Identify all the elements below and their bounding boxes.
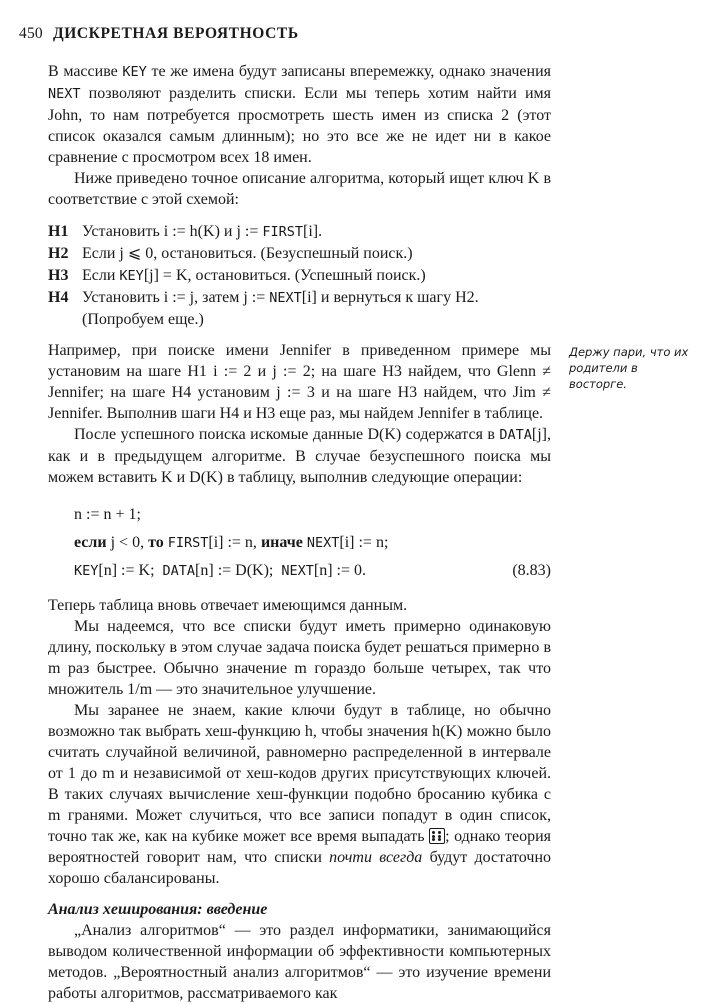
formula-8-83 bbox=[74, 501, 551, 585]
algorithm-steps bbox=[48, 221, 551, 330]
formula-line-1: n := n + 1; bbox=[74, 506, 141, 523]
step-label: H3 bbox=[48, 267, 69, 284]
paragraph-6: Мы надеемся, что все списки будут иметь примерно одинаковую длину, поскольку в этом случае задача поиска будет решаться примерно в m раз быстрее. Обычно значение m гораздо больше четырех, так что множитель 1/m — это значительное улучшение. bbox=[48, 618, 551, 698]
paragraph-3: Например, при поиске имени Jennifer в приведенном примере мы установим на шаге H1 i := 2 и j := 2; на шаге H3 найдем, что Glenn ≠ Jennifer; на шаге H4 установим j := 3 и на шаге H3 найдем, что Jim ≠ Jennifer. Выполнив шаги H4 и H3 еще раз, мы найдем Jennifer в таблице. bbox=[48, 342, 551, 422]
main-text bbox=[48, 61, 551, 1004]
paragraph-5: Теперь таблица вновь отвечает имеющимся данным. bbox=[48, 597, 408, 614]
code-key: KEY bbox=[122, 64, 147, 80]
code-data: DATA bbox=[499, 427, 532, 443]
section-heading: Анализ хеширования: введение bbox=[48, 901, 268, 918]
step-h2 bbox=[48, 243, 551, 265]
paragraph-4: После успешного поиска искомые данные D(K) содержатся в DATA[j], как и в предыдущем алгоритме. В случае безуспешного поиска мы можем вставить K и D(K) в таблицу, выполнив следующие операции: bbox=[48, 426, 551, 486]
step-label: H2 bbox=[48, 245, 69, 262]
equation-number: (8.83) bbox=[512, 562, 551, 579]
page-header bbox=[19, 25, 299, 43]
page-number: 450 bbox=[19, 25, 43, 42]
emphasis: почти всегда bbox=[329, 849, 423, 866]
formula-line-2: если j < 0, то FIRST[i] := n, иначе NEXT[i] := n; bbox=[74, 534, 389, 551]
step-h1 bbox=[48, 221, 551, 243]
para1-text-a: В массиве bbox=[48, 63, 123, 80]
para1-text-b: те же имена будут записаны вперемежку, однако значения bbox=[146, 63, 551, 80]
step-h3 bbox=[48, 265, 551, 287]
step-text: Если j ⩽ 0, остановиться. (Безуспешный поиск.) bbox=[82, 245, 413, 262]
step-label: H4 bbox=[48, 289, 69, 306]
paragraph-1 bbox=[48, 61, 551, 168]
paragraph-8: „Анализ алгоритмов“ — это раздел информатики, занимающийся выводом количественной информации об эффективности компьютерных методов. „Вероятностный анализ алгоритмов“ — это изучение времени работы алгоритмов, рассматриваемого как bbox=[48, 922, 551, 1002]
step-label: H1 bbox=[48, 223, 69, 240]
code-next: NEXT bbox=[48, 86, 81, 102]
running-title: ДИСКРЕТНАЯ ВЕРОЯТНОСТЬ bbox=[52, 25, 299, 42]
step-h4 bbox=[48, 287, 551, 330]
step-text: Если KEY[j] = K, остановиться. (Успешный поиск.) bbox=[82, 267, 426, 284]
paragraph-7: Мы заранее не знаем, какие ключи будут в таблице, но обычно возможно так выбрать хеш-функцию h, чтобы значения h(K) можно было считать случайной величиной, равномерно распределенной в интервале от 1 до m и независимой от хеш-кодов других присутствующих ключей. В таких случаях вычисление хеш-функции подобно бросанию кубика с m гранями. Может случиться, что все записи попадут в один список, точно так же, как на кубике может все время выпадать ; однако теория вероятностей говорит нам, что списки почти всегда будут достаточно хорошо сбалансированы. bbox=[48, 702, 551, 887]
step-text: Установить i := j, затем j := NEXT[i] и вернуться к шагу H2. (Попробуем еще.) bbox=[82, 289, 479, 328]
die-six-icon bbox=[429, 828, 445, 844]
step-text: Установить i := h(K) и j := FIRST[i]. bbox=[82, 223, 323, 240]
formula-line-3: KEY[n] := K; DATA[n] := D(K); NEXT[n] := 0. (8.83) bbox=[74, 557, 551, 585]
margin-note: Держу пари, что их родители в восторге. bbox=[569, 345, 689, 391]
para1-text-c: позволяют разделить списки. Если мы теперь хотим найти имя John, то нам потребуется просмотреть шесть имен из списка 2 (этот список оказался самым длинным); но это все же не идет ни в какое сравнение с просмотром всех 18 имен. bbox=[48, 85, 551, 166]
paragraph-2: Ниже приведено точное описание алгоритма, который ищет ключ K в соответствие с этой схемой: bbox=[48, 170, 551, 208]
